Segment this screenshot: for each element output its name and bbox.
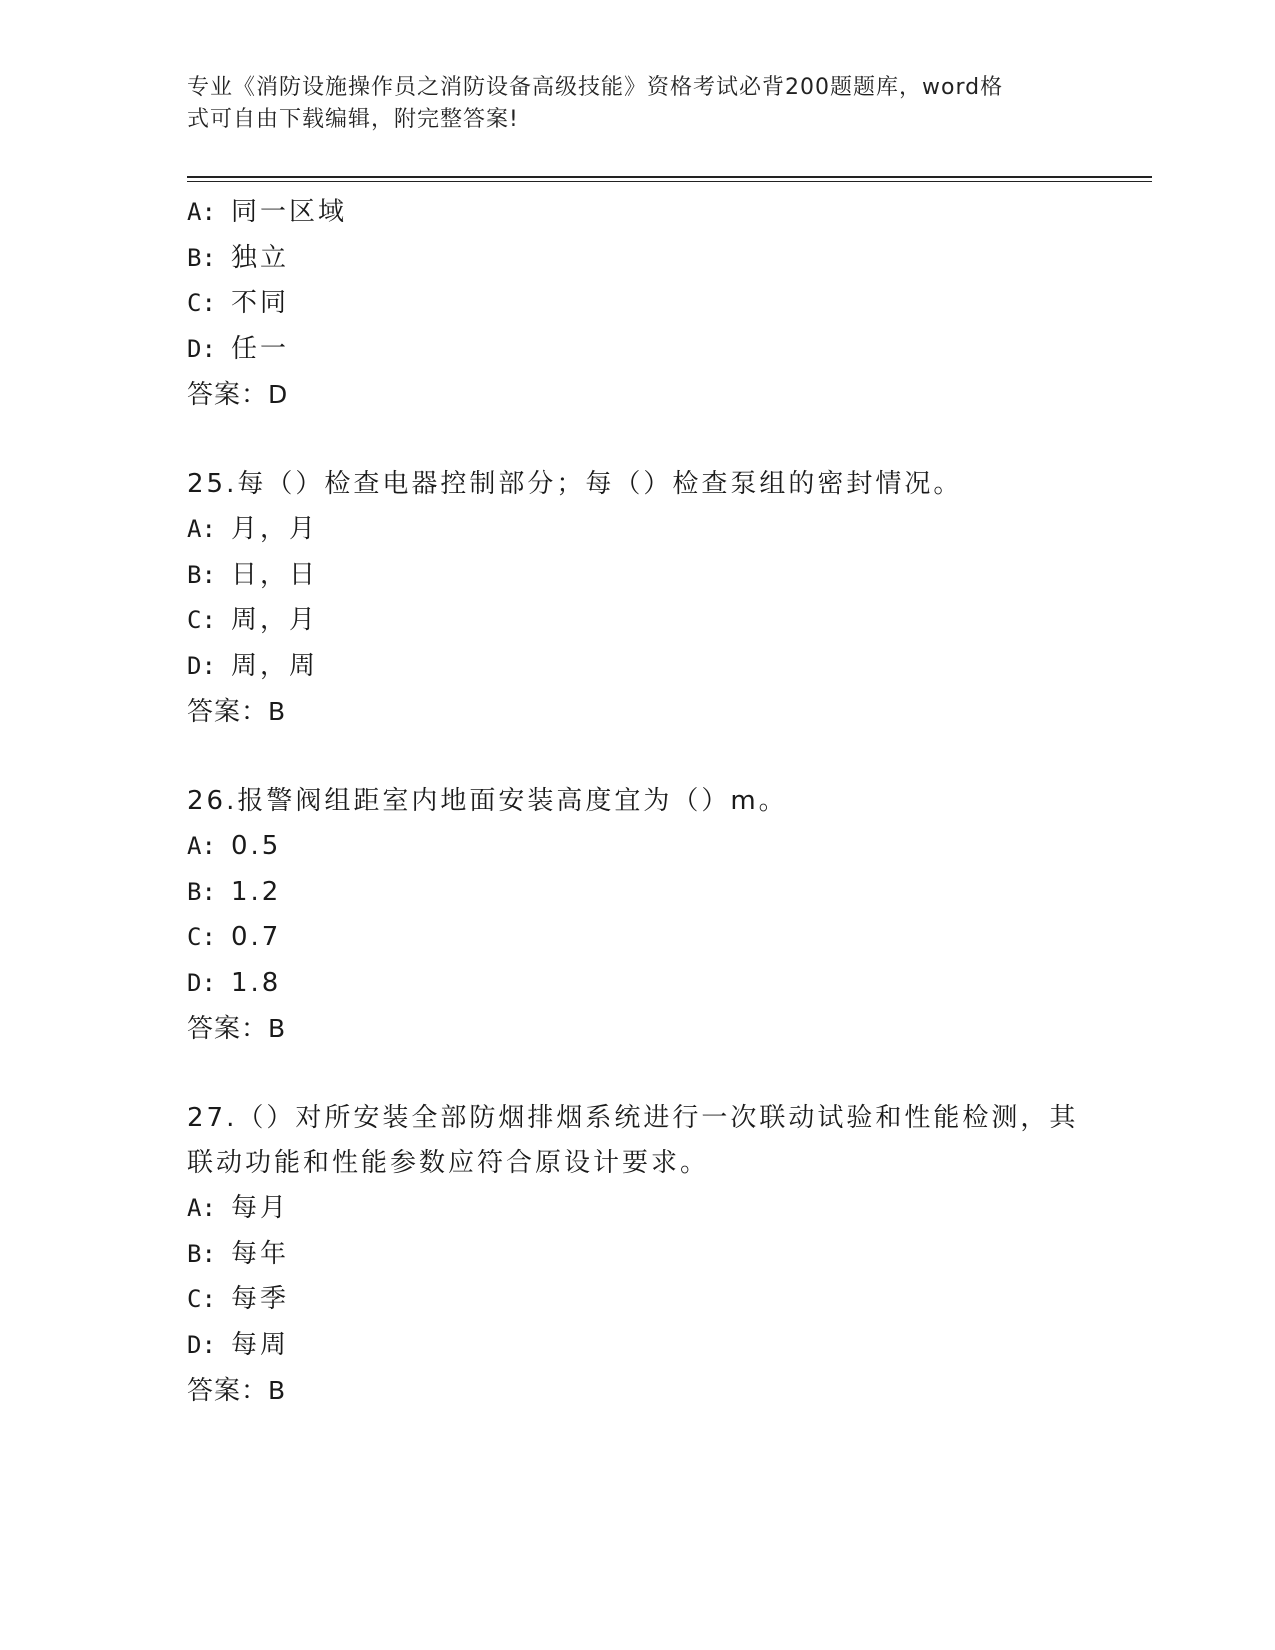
option-b bbox=[187, 553, 1107, 599]
option-text: 每年 bbox=[231, 1238, 290, 1269]
option-text: 每季 bbox=[231, 1284, 290, 1314]
option-letter: B: bbox=[187, 243, 216, 272]
option-letter: B: bbox=[187, 1239, 216, 1268]
option-letter: A: bbox=[187, 832, 216, 860]
header-title-line2: 式可自由下载编辑，附完整答案! bbox=[187, 107, 519, 132]
option-d bbox=[187, 644, 1107, 690]
option-text: 周，月 bbox=[231, 605, 319, 635]
answer-line bbox=[187, 1368, 1107, 1414]
option-letter: C: bbox=[187, 923, 216, 951]
header-title-line1: 专业《消防设施操作员之消防设备高级技能》资格考试必背200题题库，word格 bbox=[187, 75, 1004, 100]
option-text: 周，周 bbox=[231, 650, 319, 681]
option-a bbox=[187, 190, 1107, 236]
option-text: 同一区域 bbox=[231, 197, 348, 227]
question-stem: 26.报警阀组距室内地面安装高度宜为（）m。 bbox=[187, 786, 788, 816]
option-letter: C: bbox=[187, 1285, 216, 1313]
answer-line bbox=[187, 689, 1107, 735]
question-list bbox=[187, 190, 1107, 1414]
answer-value: B bbox=[268, 697, 287, 726]
question-24 bbox=[187, 190, 1107, 418]
option-letter: A: bbox=[187, 1194, 216, 1222]
option-letter: D: bbox=[187, 334, 216, 363]
answer-value: D bbox=[268, 380, 289, 409]
option-text: 每月 bbox=[231, 1193, 290, 1223]
answer-label: 答案： bbox=[187, 1376, 269, 1406]
option-text: 任一 bbox=[231, 333, 290, 364]
option-a bbox=[187, 507, 1107, 553]
question-stem: 25.每（）检查电器控制部分；每（）检查泵组的密封情况。 bbox=[187, 469, 963, 499]
option-text: 日，日 bbox=[231, 559, 319, 590]
option-text: 0.7 bbox=[231, 922, 282, 952]
option-letter: A: bbox=[187, 515, 216, 543]
question-25 bbox=[187, 462, 1107, 735]
header-divider-thin bbox=[187, 181, 1152, 182]
answer-label: 答案： bbox=[187, 380, 269, 410]
option-b bbox=[187, 1232, 1107, 1278]
option-text: 0.5 bbox=[231, 831, 282, 861]
answer-line bbox=[187, 372, 1107, 418]
option-letter: B: bbox=[187, 877, 216, 906]
header-divider-thick bbox=[187, 176, 1152, 178]
document-header bbox=[187, 72, 1067, 136]
option-d bbox=[187, 327, 1107, 373]
answer-label: 答案： bbox=[187, 697, 269, 727]
question-26 bbox=[187, 779, 1107, 1052]
option-text: 每周 bbox=[231, 1329, 290, 1360]
option-a bbox=[187, 1186, 1107, 1232]
option-d bbox=[187, 961, 1107, 1007]
option-b bbox=[187, 236, 1107, 282]
answer-value: B bbox=[268, 1014, 287, 1043]
question-stem-line1: 27.（）对所安装全部防烟排烟系统进行一次联动试验和性能检测，其 bbox=[187, 1103, 1079, 1133]
option-letter: D: bbox=[187, 651, 216, 680]
option-c bbox=[187, 1277, 1107, 1323]
option-c bbox=[187, 915, 1107, 961]
option-a bbox=[187, 824, 1107, 870]
option-letter: A: bbox=[187, 198, 216, 226]
option-letter: C: bbox=[187, 606, 216, 634]
option-text: 不同 bbox=[231, 288, 290, 318]
option-letter: B: bbox=[187, 560, 216, 589]
option-letter: D: bbox=[187, 968, 216, 997]
answer-value: B bbox=[268, 1376, 287, 1405]
option-letter: D: bbox=[187, 1330, 216, 1359]
option-text: 1.2 bbox=[231, 876, 282, 907]
option-text: 独立 bbox=[231, 242, 290, 273]
option-letter: C: bbox=[187, 289, 216, 317]
question-27 bbox=[187, 1096, 1107, 1414]
option-c bbox=[187, 598, 1107, 644]
option-c bbox=[187, 281, 1107, 327]
question-stem-line2: 联动功能和性能参数应符合原设计要求。 bbox=[187, 1148, 710, 1178]
answer-label: 答案： bbox=[187, 1014, 269, 1044]
answer-line bbox=[187, 1006, 1107, 1052]
option-d bbox=[187, 1323, 1107, 1369]
option-text: 1.8 bbox=[231, 967, 282, 998]
option-b bbox=[187, 870, 1107, 916]
option-text: 月，月 bbox=[231, 514, 319, 544]
